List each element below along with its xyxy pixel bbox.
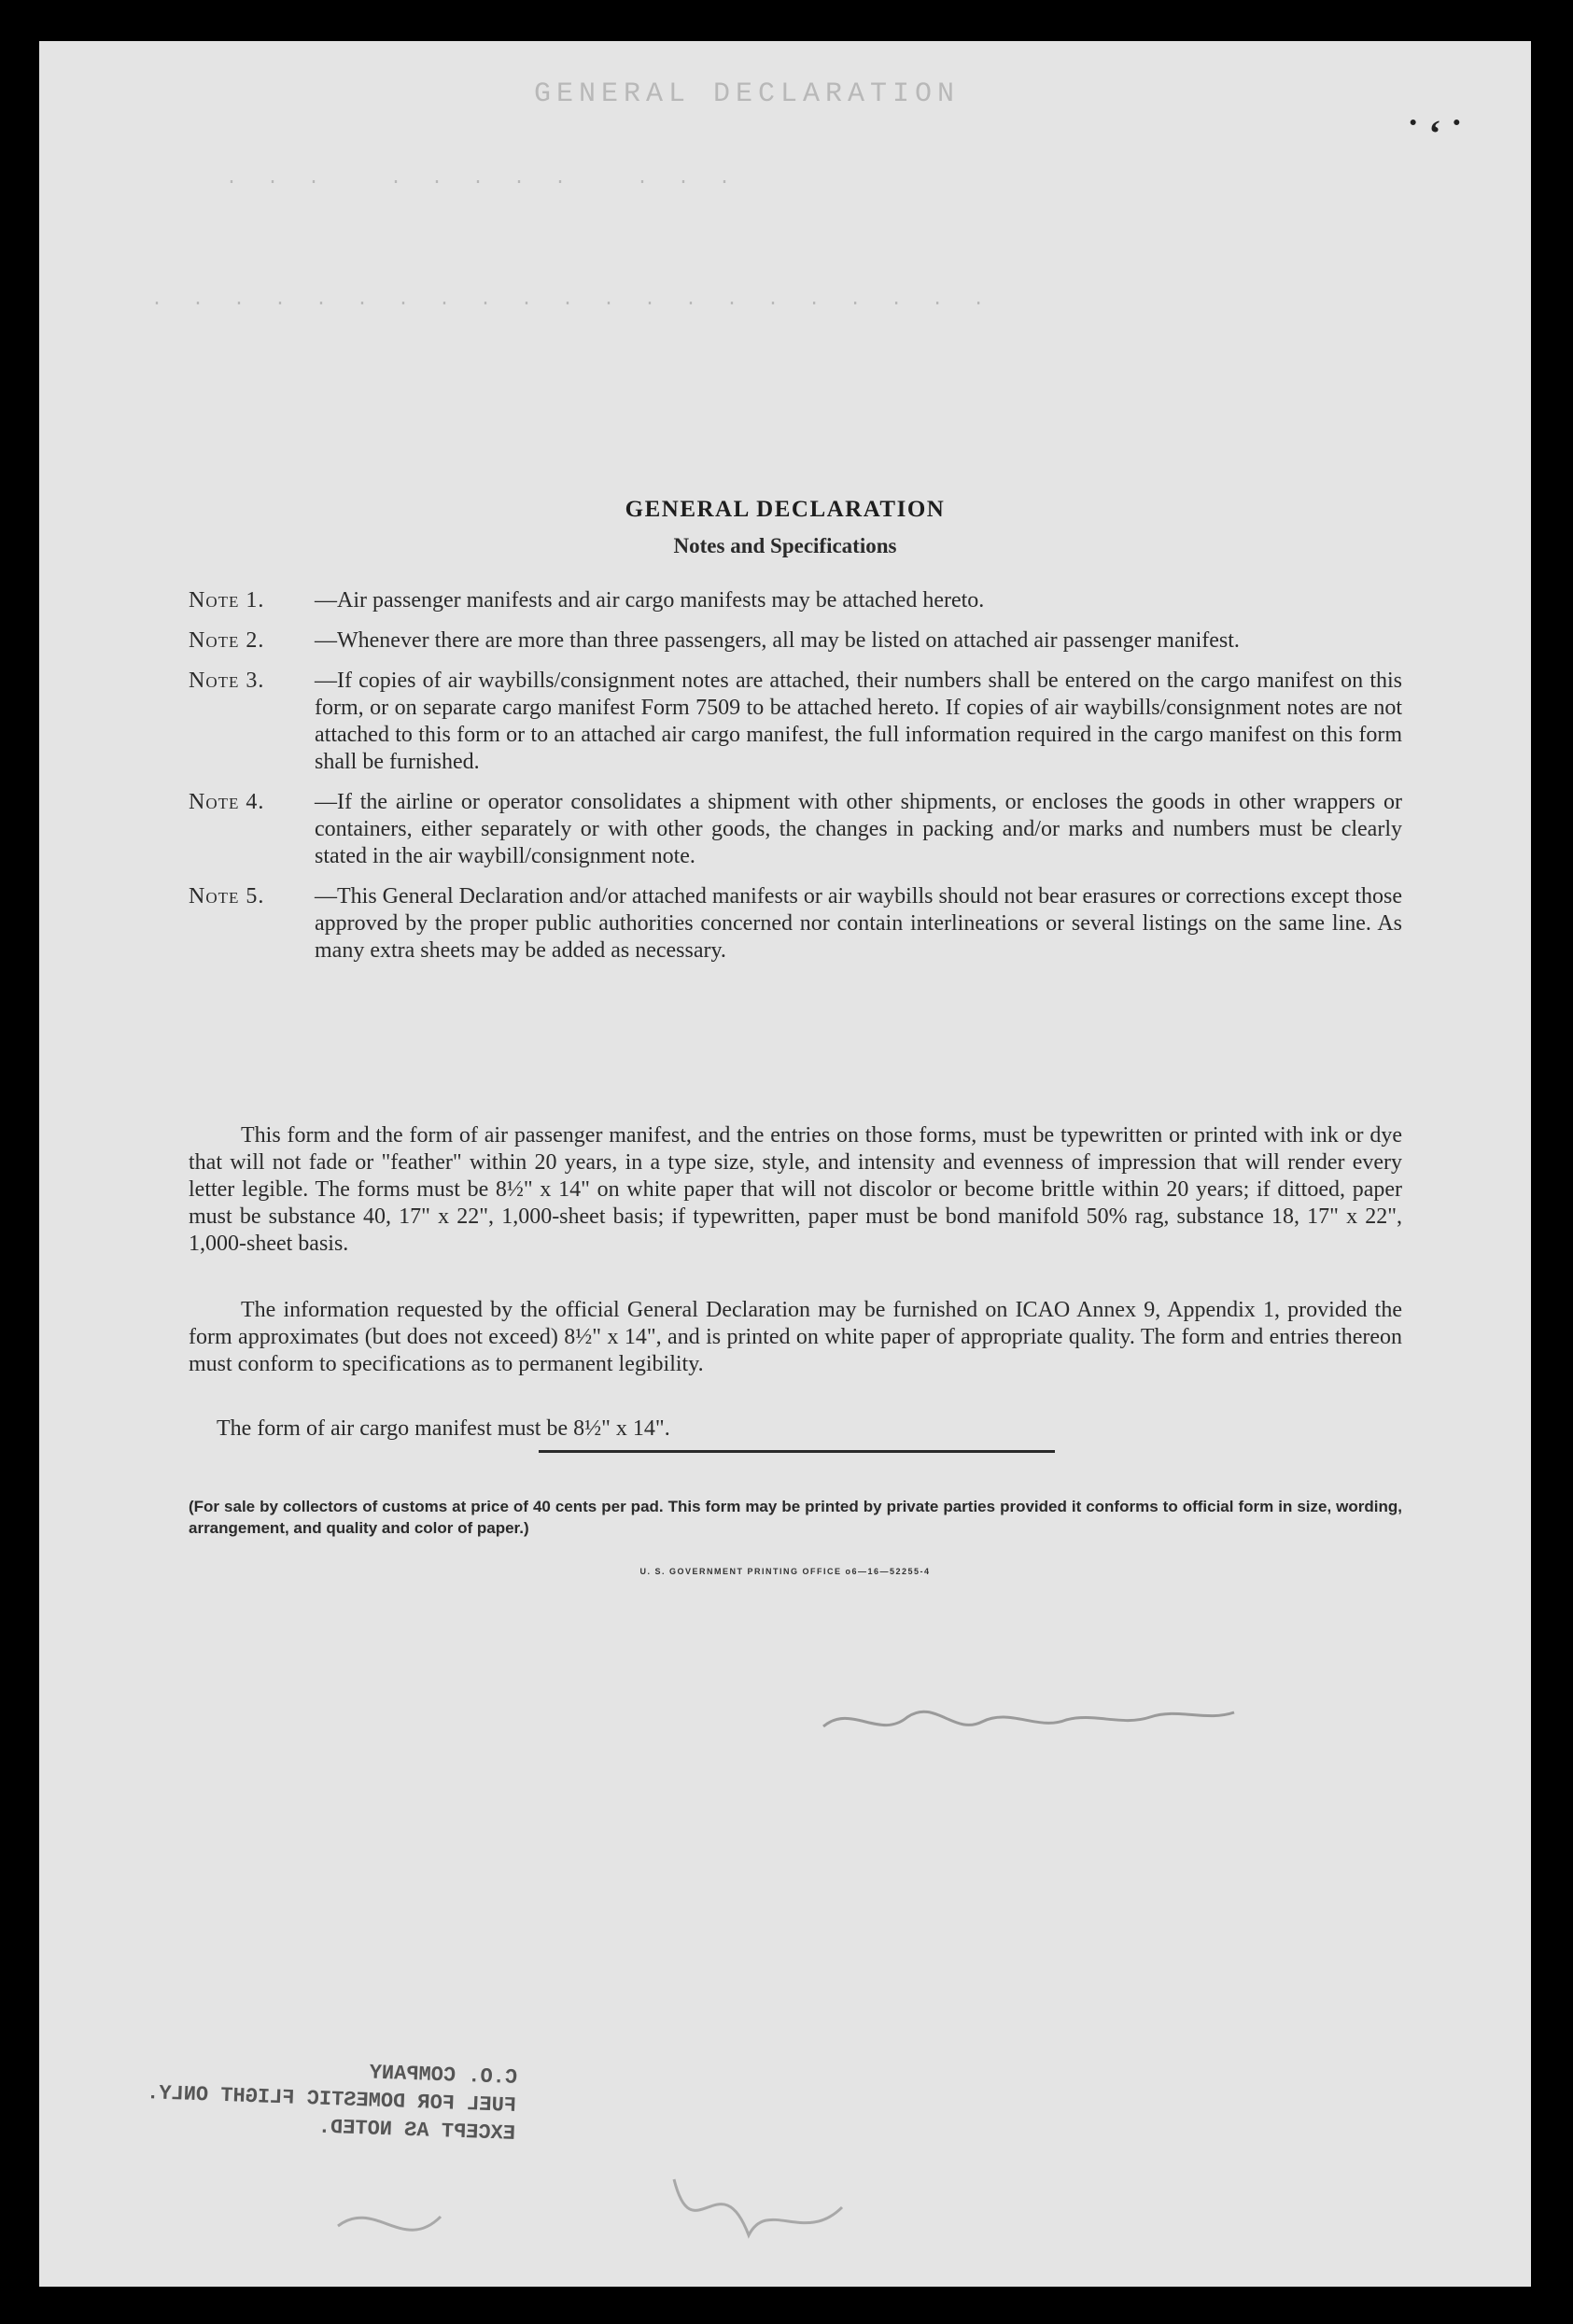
page-subtitle: Notes and Specifications — [673, 534, 897, 557]
note-item — [189, 587, 1402, 614]
note-label: Note 4. — [189, 790, 265, 814]
stamp-line: C.O. COMPANY — [369, 2061, 518, 2090]
note-text: — If the airline or operator consolidates a shipment with other shipments, or encloses the goods in other wrappers or containers, either separately or with other goods, the changes in packing and/or marks and numbers must be clearly stated in the air waybill/consignment note. — [315, 789, 1402, 870]
note-label: Note 5. — [189, 884, 265, 908]
page-title: GENERAL DECLARATION — [625, 497, 946, 522]
note-item — [189, 883, 1402, 965]
bleed-through-line: · · · · · · · · · · · · · · · · · · · · · — [151, 293, 994, 315]
note-item — [189, 627, 1402, 655]
note-item — [189, 668, 1402, 776]
printer-imprint: U. S. GOVERNMENT PRINTING OFFICE o6—16—52255-4 — [639, 1567, 931, 1576]
note-text: — Whenever there are more than three passengers, all may be listed on attached air passenger manifest. — [315, 627, 1402, 655]
note-label: Note 1. — [189, 588, 265, 613]
bleed-through-scrawl — [319, 2142, 973, 2273]
stamp-line: EXCEPT AS NOTED. — [317, 2115, 516, 2146]
notes-list — [189, 587, 1402, 978]
note-item — [189, 789, 1402, 870]
stamp-line: FUEL FOR DOMESTIC FLIGHT ONLY. — [146, 2081, 517, 2118]
corner-mark: ˙ ʻ ˙ — [1407, 112, 1463, 154]
note-label: Note 3. — [189, 669, 265, 693]
note-text: — This General Declaration and/or attached manifests or air waybills should not bear erasures or corrections except those approved by the proper public authorities concerned nor contain interlineations or several listings on the same line. As many extra sheets may be added as necessary. — [315, 883, 1402, 965]
document-page — [39, 41, 1531, 2287]
note-text: — If copies of air waybills/consignment notes are attached, their numbers shall be entered on the cargo manifest on this form, or on separate cargo manifest Form 7509 to be attached hereto. If copies of air waybills/consignment notes are not attached to this form or to an attached air cargo manifest, the full information required in the cargo manifest on this form shall be furnished. — [315, 668, 1402, 776]
legibility-paragraph: This form and the form of air passenger manifest, and the entries on those forms, must be typewritten or printed with ink or dye that will not fade or "feather" within 20 years, in a type size, style, and intensity and evenness of impression that will render every letter legible. The forms must be 8½" x 14" on white paper that will not discolor or become brittle within 20 years; if dittoed, paper must be substance 40, 17" x 22", 1,000-sheet basis; if typewritten, paper must be bond manifold 50% rag, substance 18, 17" x 22", 1,000-sheet basis. — [189, 1123, 1402, 1256]
note-text: — Air passenger manifests and air cargo manifests may be attached hereto. — [315, 587, 1402, 614]
bleed-through-stamp — [146, 2051, 518, 2148]
cargo-manifest-size-paragraph: The form of air cargo manifest must be 8½" x 14". — [217, 1416, 670, 1441]
icao-paragraph: The information requested by the official General Declaration may be furnished on ICAO Annex 9, Appendix 1, provided the form approximates (but does not exceed) 8½" x 14", and is printed on white paper of appropriate quality. The form and entries thereon must conform to specifications as to permanent legibility. — [189, 1298, 1402, 1376]
bleed-through-line: · · · · · · · · · · · — [226, 172, 740, 193]
bleed-through-header: GENERAL DECLARATION — [534, 78, 961, 110]
bleed-through-signature — [814, 1675, 1243, 1759]
sale-note: (For sale by collectors of customs at price of 40 cents per pad. This form may be printed by private parties provided it conforms to official form in size, wording, arrangement, and quality and color of paper.) — [189, 1498, 1402, 1537]
note-label: Note 2. — [189, 628, 265, 653]
divider-rule — [539, 1450, 1055, 1453]
